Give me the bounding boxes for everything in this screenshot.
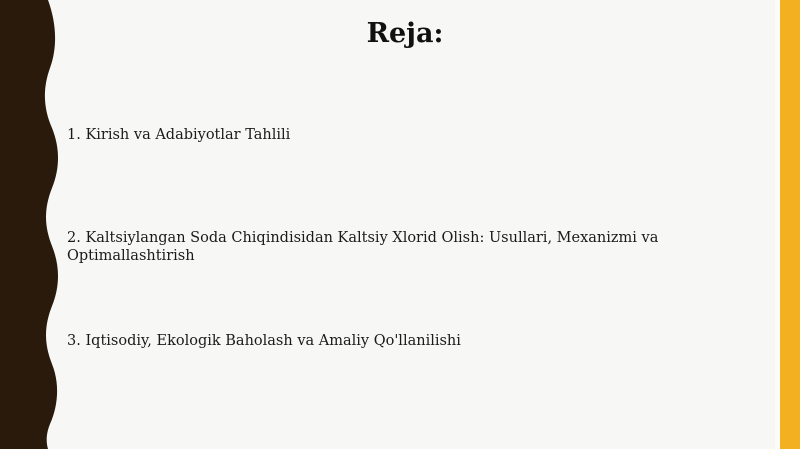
agenda-item-2: 2. Kaltsiylangan Soda Chiqindisidan Kaltsiy Xlorid Olish: Usullari, Mexanizmi va Optimallashtirish [67,230,659,264]
agenda-item-1: 1. Kirish va Adabiyotlar Tahlili [67,127,291,143]
right-accent-stripe [780,0,800,449]
wavy-left-border [0,0,64,449]
agenda-item-3: 3. Iqtisodiy, Ekologik Baholash va Amaliy Qo'llanilishi [67,333,461,349]
slide-title: Reja: [366,18,444,49]
